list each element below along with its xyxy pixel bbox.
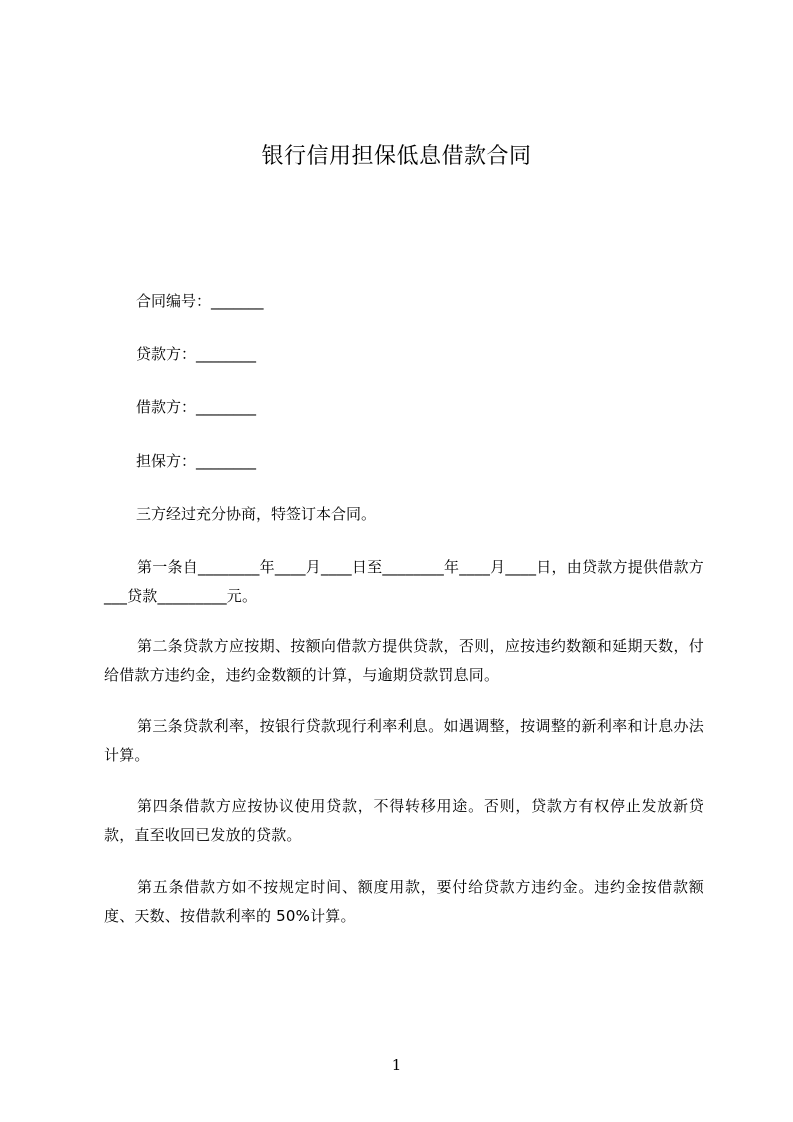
article-5-line-1: 第五条借款方如不按规定时间、额度用款，要付给贷款方违约金。违约金按借款 xyxy=(137,878,689,896)
intro-text: 三方经过充分协商，特签订本合同。 xyxy=(136,505,377,523)
article-5-line-2: 额度、天数、按借款利率的 50%计算。 xyxy=(104,878,704,925)
borrower-field: 借款方：________ xyxy=(136,398,257,416)
article-2-line-2: 付给借款方违约金，违约金数额的计算，与逾期贷款罚息同。 xyxy=(104,637,704,684)
article-3-line-2: 办法计算。 xyxy=(104,717,704,764)
article-3-line-1: 第三条贷款利率，按银行贷款现行利率利息。如遇调整，按调整的新利率和计息 xyxy=(137,717,674,735)
article-1-line-1: 第一条自________年____月____日至________年____月____日，由贷款方提供借 xyxy=(137,558,674,576)
article-3 xyxy=(104,712,704,770)
page-number: 1 xyxy=(391,1056,402,1074)
guarantor-field: 担保方：________ xyxy=(136,452,257,470)
article-2 xyxy=(104,632,704,690)
lender-field: 贷款方：________ xyxy=(136,345,257,363)
article-1-line-2: 款方___贷款_________元。 xyxy=(104,558,705,605)
article-1 xyxy=(104,553,704,611)
article-4-line-1: 第四条借款方应按协议使用贷款，不得转移用途。否则，贷款方有权停止发放新 xyxy=(137,797,689,815)
contract-number-field: 合同编号：_______ xyxy=(136,292,264,310)
document-title: 银行信用担保低息借款合同 xyxy=(261,144,532,169)
article-5 xyxy=(104,873,704,931)
article-4-line-2: 贷款，直至收回已发放的贷款。 xyxy=(104,797,704,844)
article-4 xyxy=(104,792,704,850)
article-2-line-1: 第二条贷款方应按期、按额向借款方提供贷款，否则，应按违约数额和延期天数， xyxy=(137,637,689,655)
